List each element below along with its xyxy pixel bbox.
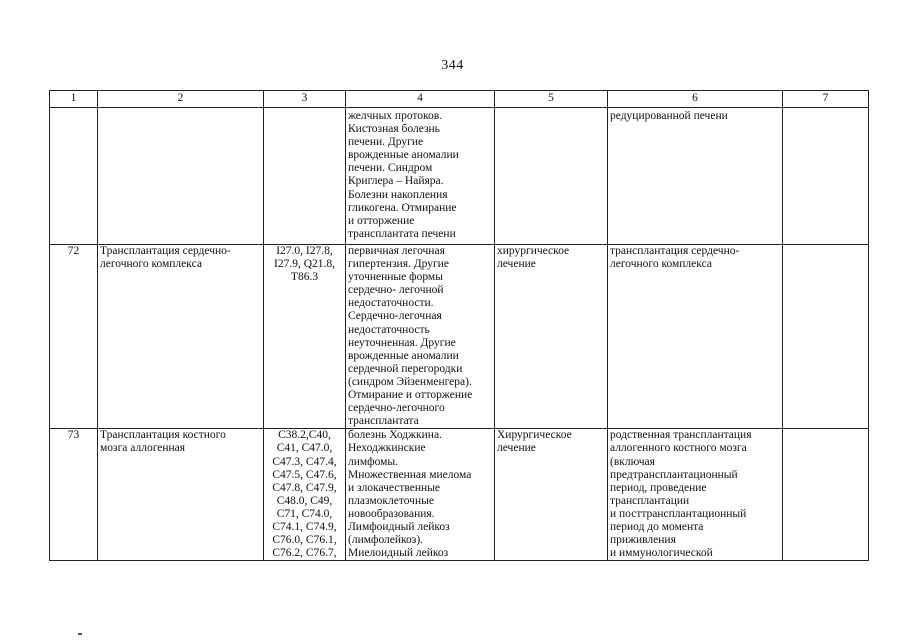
table-row — [50, 108, 869, 245]
table-row — [50, 429, 869, 561]
table-row — [50, 245, 869, 429]
procedure-name: Трансплантация сердечно- легочного комплекса — [98, 245, 264, 429]
header-col-2: 2 — [98, 91, 264, 108]
page-number: 344 — [441, 58, 464, 73]
treatment-method: трансплантация сердечно- легочного комплекса — [608, 245, 783, 429]
header-col-3: 3 — [264, 91, 346, 108]
col7-cell — [783, 245, 869, 429]
header-row — [50, 91, 869, 108]
row-number: 72 — [50, 245, 98, 429]
scan-mark — [78, 633, 82, 635]
row-number — [50, 108, 98, 245]
header-col-6: 6 — [608, 91, 783, 108]
icd-codes: C38.2,C40, C41, C47.0, C47.3, C47.4, C47.5, C47.6, C47.8, C47.9, C48.0, C49, C71, C74.0, C74.1, C74.9, C76.0, C76.1, C76.2, C76.7, — [264, 429, 346, 561]
icd-codes — [264, 108, 346, 245]
treatment-method: редуцированной печени — [608, 108, 783, 245]
header-col-7: 7 — [783, 91, 869, 108]
disease-description: желчных протоков. Кистозная болезнь печени. Другие врожденные аномалии печени. Синдром Криглера – Найяра. Болезни накопления гликогена. Отмирание и отторжение трансплантата печени — [346, 108, 495, 245]
treatment-method: родственная трансплантация аллогенного костного мозга (включая предтрансплантационный период, проведение трансплантации и посттрансплантационный период до момента приживления и иммунологической — [608, 429, 783, 561]
row-number: 73 — [50, 429, 98, 561]
treatment-type: хирургическое лечение — [495, 245, 608, 429]
header-col-1: 1 — [50, 91, 98, 108]
disease-description: первичная легочная гипертензия. Другие уточненные формы сердечно- легочной недостаточности. Сердечно-легочная недостаточность неуточненная. Другие врожденные аномалии сердечной перегородки (синдром Эйзенменгера). Отмирание и отторжение сердечно-легочного трансплантата — [346, 245, 495, 429]
procedure-name — [98, 108, 264, 245]
treatment-type — [495, 108, 608, 245]
treatment-type: Хирургическое лечение — [495, 429, 608, 561]
header-col-5: 5 — [495, 91, 608, 108]
procedure-name: Трансплантация костного мозга аллогенная — [98, 429, 264, 561]
procedures-table — [49, 90, 869, 561]
disease-description: болезнь Ходжкина. Неходжкинские лимфомы. Множественная миелома и злокачественные плазмоклеточные новообразования. Лимфоидный лейкоз (лимфолейкоз). Миелоидный лейкоз — [346, 429, 495, 561]
header-col-4: 4 — [346, 91, 495, 108]
col7-cell — [783, 429, 869, 561]
col7-cell — [783, 108, 869, 245]
icd-codes: I27.0, I27.8, I27.9, Q21.8, T86.3 — [264, 245, 346, 429]
